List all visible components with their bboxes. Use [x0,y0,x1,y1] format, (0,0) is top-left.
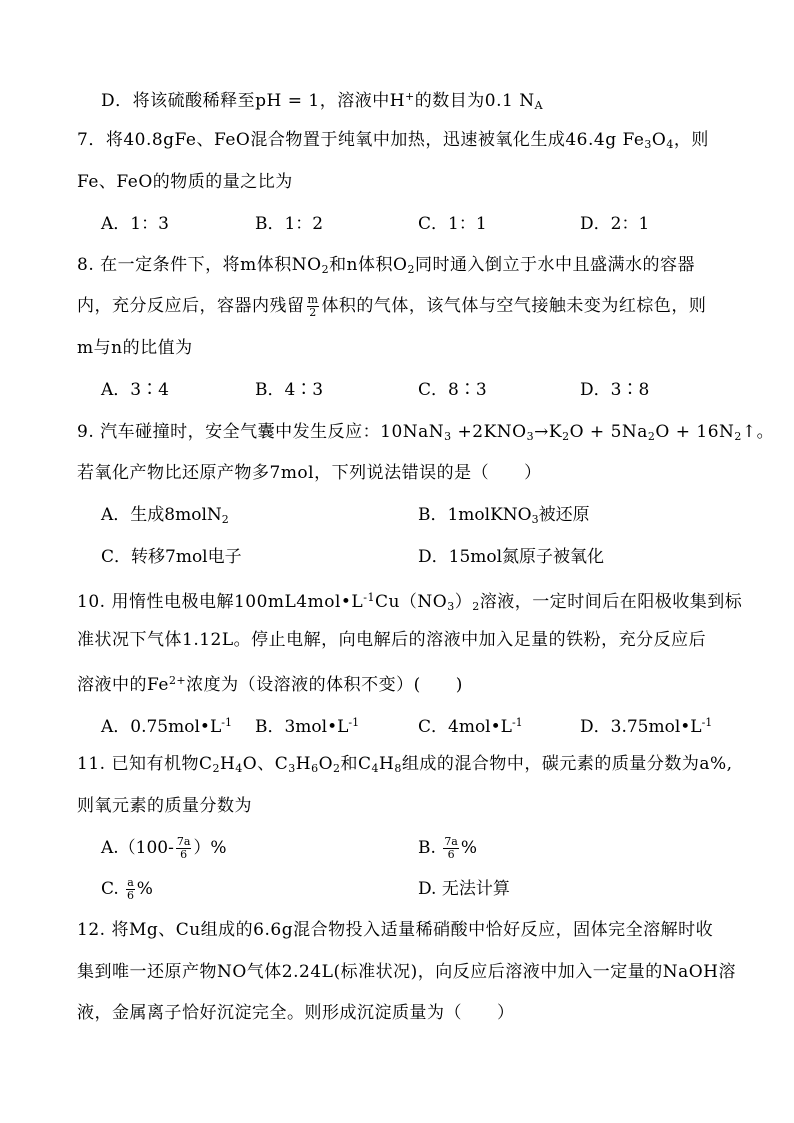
q7-option-d: D．2：1 [580,214,650,234]
q7-option-b: B．1：2 [255,214,324,234]
q8-option-d: D．3∶8 [580,380,650,400]
q10-option-b: B．$3mol•L^{-1}$ [255,716,360,737]
q11-option-b-fraction: $\frac{7a}{6}$ [444,835,458,861]
q8-stem-line2: 内，充分反应后，容器内残留 $\frac{m}{2}$ 体积的气体，该气体与空气接触未变为红棕色，则 [77,293,707,319]
q8-stem-line1: 8. 在一定条件下，将m体积$NO_2$和n体积$O_2$同时通入倒立于水中且盛满水的容器 [77,255,695,276]
q10-option-a: A．$0.75mol•L^{-1}$ [101,716,232,737]
q6-option-d: D．将该硫酸稀释至pH = 1，溶液中H+的数目为0.1 $N_A$ [101,90,544,112]
q11-option-a-fraction: $\frac{7a}{6}$ [176,835,191,861]
q7-stem-line1: 7．将40.8gFe、FeO混合物置于纯氧中加热，迅速被氧化生成46.4g $Fe_3O_4$，则 [77,130,709,151]
q8-option-b: B．4∶3 [255,380,324,400]
q9-stem-line1: 9. 汽车碰撞时，安全气囊中发生反应：$10NaN_3 +2KNO_3\to K_2O + 5Na_2O$ + $16N_2↑$。 [77,422,775,443]
q11-option-c: C. $\frac{a}{6}$ % [101,876,153,902]
q11-option-b: B. $\frac{7a}{6}$ % [418,835,478,861]
q9-option-c: C．转移7mol电子 [101,547,242,567]
q8-option-a: A．3∶4 [101,380,169,400]
q9-option-d: D．15mol氮原子被氧化 [418,547,605,567]
q12-stem-line1: 12. 将Mg、Cu组成的6.6g混合物投入适量稀硝酸中恰好反应，固体完全溶解时收 [77,920,714,940]
q7-option-a: A．1：3 [101,214,169,234]
q8-stem-line3: m与n的比值为 [77,338,193,358]
q11-option-a: A.（100- $\frac{7a}{6}$ ）% [101,835,227,861]
q10-stem-line2: 准状况下气体1.12L。停止电解，向电解后的溶液中加入足量的铁粉，充分反应后 [77,630,707,650]
q9-option-b: B．1molKNO$_3$被还原 [418,505,590,526]
q12-stem-line3: 液，金属离子恰好沉淀完全。则形成沉淀质量为（ ） [77,1003,515,1023]
q11-stem-line2: 则氧元素的质量分数为 [77,796,252,816]
q10-stem-line1: 10. 用惰性电极电解$100mL4mol•L^{-1}Cu(NO_3)_2$溶液，一定时间后在阳极收集到标 [77,591,743,613]
q11-option-c-fraction: $\frac{a}{6}$ [127,876,134,902]
q9-option-a: A．生成8molN$_2$ [101,505,229,526]
q12-stem-line2: 集到唯一还原产物NO气体2.24L(标准状况)，向反应后溶液中加入一定量的NaOH溶 [77,962,736,982]
q10-option-c: C．$4mol•L^{-1}$ [418,716,523,737]
q10-option-d: D．$3.75mol•L^{-1}$ [580,716,713,737]
q9-stem-line2: 若氧化产物比还原产物多7mol，下列说法错误的是（ ） [77,463,542,483]
q11-stem-line1: 11. 已知有机物$C_2H_4O$、$C_3H_6O_2$和$C_4H_8$组成的混合物中，碳元素的质量分数为a%, [77,754,733,775]
q8-fraction: $\frac{m}{2}$ [307,293,319,319]
q8-option-c: C．8∶3 [418,380,487,400]
q10-stem-line3: 溶液中的$Fe^{2+}$浓度为（设溶液的体积不变）( ) [77,674,463,695]
q7-stem-line2: Fe、FeO的物质的量之比为 [77,172,293,192]
q11-option-d: D. 无法计算 [418,879,510,899]
q7-option-c: C．1：1 [418,214,487,234]
